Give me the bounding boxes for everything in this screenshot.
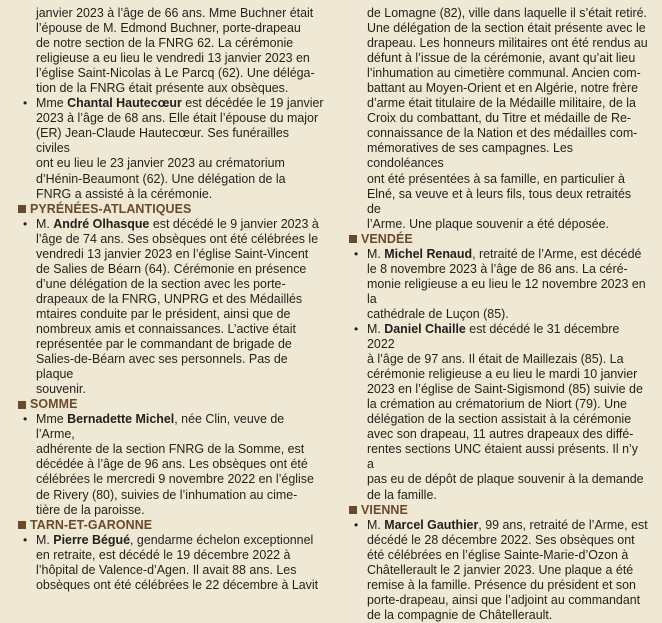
text-line: cérémonie religieuse a eu lieu le mardi 10 janvier: [367, 367, 638, 382]
text-line: Une délégation de la section était présente avec le: [367, 21, 646, 36]
text-line: l’Arme. Une plaque souvenir a été déposée.: [367, 216, 609, 231]
text-line: (ER) Jean-Claude Hautecœur. Ses funérailles civiles: [36, 126, 290, 156]
text-line: monie religieuse a eu lieu le 12 novembre 2023 en la: [367, 276, 646, 306]
section-heading-tarn: [18, 518, 325, 533]
bullet-icon: •: [23, 412, 28, 427]
text-fragment: , 99 ans, retraité de l’Arme, est: [478, 517, 648, 532]
entry-first-line: [367, 518, 648, 533]
text-fragment: est décédé le 31 décembre 2022: [367, 321, 620, 352]
title: M.: [36, 216, 54, 231]
text-line: décédée à l’âge de 96 ans. Les obsèques ont été: [36, 457, 308, 472]
entry-michel-bernadette: [18, 412, 325, 517]
text-line: de notre section de la FNRG 62. La cérémonie: [36, 36, 294, 51]
text-line: avec son drapeau, 11 autres drapeaux des diffé-: [367, 427, 634, 442]
text-line: l’église Saint-Nicolas à Le Parcq (62). Une déléga-: [36, 66, 315, 81]
text-line: d’Hénin-Beaumont (62). Une délégation de la: [36, 171, 286, 186]
text-line: délégation de la section assistait à la cérémonie: [367, 412, 632, 427]
bullet-icon: •: [23, 96, 28, 111]
entry-first-line: [36, 96, 325, 111]
text-line: l’épouse de M. Edmond Buchner, porte-drapeau: [36, 21, 301, 36]
text-line: connaissance de la Nation et des médailles com-: [367, 126, 638, 141]
section-heading-somme: [18, 397, 325, 412]
entry-first-line: [36, 217, 325, 232]
text-line: de la compagnie de Châtellerault.: [367, 607, 553, 622]
person-name: Chantal Hautecœur: [67, 96, 182, 111]
text-line: Elné, sa veuve et à leurs fils, tous deux retraités de: [367, 186, 632, 216]
person-name: Marcel Gauthier: [384, 517, 479, 532]
text-line: mémoratives de ses campagnes. Les condoléances: [367, 141, 574, 171]
text-line: religieuse a eu lieu le vendredi 13 janvier 2023 en: [36, 51, 310, 66]
section-heading-vienne: [349, 503, 648, 518]
text-line: mtaires conduite par le président, ainsi que de: [36, 306, 291, 321]
bullet-icon: •: [354, 246, 359, 261]
text-line: de Salies de Béarn (64). Cérémonie en présence: [36, 261, 307, 276]
text-line: d’arme était titulaire de la Médaille militaire, de la: [367, 96, 636, 111]
entry-first-line: [367, 322, 648, 352]
person-name: Daniel Chaille: [384, 321, 466, 336]
person-name: André Olhasque: [53, 216, 150, 231]
heading-label: VENDÉE: [361, 231, 413, 246]
text-line: battant au Moyen-Orient et en Algérie, notre frère: [367, 81, 639, 96]
text-line: célébrées le mercredi 9 novembre 2022 en l’église: [36, 472, 314, 487]
section-heading-vendee: [349, 232, 648, 247]
text-line: adhérente de la section FNRG de la Somme, est: [36, 442, 305, 457]
entry-chaille: [349, 322, 648, 503]
left-column: [0, 6, 331, 592]
begue-continuation: [349, 6, 648, 232]
text-line: ont été présentées à sa famille, en particulier à: [367, 171, 625, 186]
text-line: tière de la paroisse.: [36, 502, 145, 517]
square-bullet-icon: [349, 235, 357, 243]
text-line: obsèques ont été célébrées le 22 décembre à Lavit: [36, 577, 319, 592]
text-line: de Lomagne (82), ville dans laquelle il s’était retiré.: [367, 6, 647, 20]
entry-first-line: [367, 247, 648, 262]
text-line: l’hôpital de Valence-d’Agen. Il avait 88 ans. Les: [36, 562, 297, 577]
person-name: Bernadette Michel: [67, 412, 175, 427]
text-line: Croix du combattant, du Titre et médaille de Re-: [367, 111, 632, 126]
text-line: de la famille.: [367, 487, 437, 502]
text-line: tion de la FNRG était présente aux obsèques.: [36, 81, 289, 96]
heading-label: PYRÉNÉES-ATLANTIQUES: [30, 201, 192, 216]
entry-begue: [18, 533, 325, 593]
title: Mme: [36, 412, 64, 427]
text-line: janvier 2023 à l’âge de 66 ans. Mme Buchner était: [36, 6, 314, 20]
bullet-icon: •: [23, 216, 28, 231]
text-line: FNRG a assisté à la cérémonie.: [36, 186, 213, 201]
text-line: été célébrées en l’église Sainte-Marie-d’Ozon à: [367, 547, 629, 562]
text-line: pas eu de dépôt de plaque souvenir à la demande: [367, 472, 644, 487]
text-line: cathédrale de Luçon (85).: [367, 306, 509, 321]
entry-first-line: [36, 533, 325, 548]
entry-olhasque: [18, 217, 325, 398]
text-line: drapeaux de la FNRG, UNPRG et des Médaillés: [36, 291, 303, 306]
text-line: Châtellerault le 2 janvier 2023. Une plaque a été: [367, 562, 634, 577]
text-line: d’une délégation de la section avec les porte-: [36, 276, 286, 291]
text-line: de Rivery (80), suivies de l’inhumation au cime-: [36, 487, 298, 502]
text-line: nombreux amis et connaissances. L’active était: [36, 321, 296, 336]
bullet-icon: •: [23, 532, 28, 547]
text-line: le 8 novembre 2023 à l’âge de 86 ans. La céré-: [367, 261, 628, 276]
text-line: l’âge de 74 ans. Ses obsèques ont été célébrées le: [36, 231, 319, 246]
right-column: [331, 6, 662, 622]
text-line: représentée par le commandant de brigade de: [36, 337, 292, 352]
text-line: l’inhumation au cimetière communal. Ancien com-: [367, 66, 641, 81]
heading-label: SOMME: [30, 397, 78, 412]
entry-first-line: [36, 412, 325, 442]
text-line: ont eu lieu le 23 janvier 2023 au crématorium: [36, 156, 285, 171]
person-name: Pierre Bégué: [53, 532, 131, 547]
text-line: en retraite, est décédé le 19 décembre 2022 à: [36, 547, 291, 562]
square-bullet-icon: [18, 401, 26, 409]
text-fragment: , née Clin, veuve de l’Arme,: [36, 412, 285, 442]
text-line: défunt à l’issue de la cérémonie, avant qu’ait lieu: [367, 51, 636, 66]
square-bullet-icon: [349, 506, 357, 514]
text-line: la crémation au crématorium de Niort (79). Une: [367, 397, 627, 412]
text-line: vendredi 13 janvier 2023 en l’église Saint-Vincent: [36, 246, 309, 261]
title: M.: [367, 517, 385, 532]
title: M.: [367, 246, 385, 261]
text-line: décédé le 28 décembre 2022. Ses obsèques ont: [367, 532, 635, 547]
text-line: drapeau. Les honneurs militaires ont été rendus au: [367, 36, 648, 51]
title: Mme: [36, 96, 64, 111]
text-line: remise à la famille. Présence du président et son: [367, 577, 636, 592]
square-bullet-icon: [18, 521, 26, 529]
text-line: rentes sections UNC étaient aussi présents. Il n’y a: [367, 442, 638, 472]
text-fragment: , gendarme échelon exceptionnel: [130, 532, 314, 547]
text-line: porte-drapeau, ainsi que l’adjoint au commandant: [367, 592, 641, 607]
bullet-icon: •: [354, 517, 359, 532]
title: M.: [36, 532, 54, 547]
person-name: Michel Renaud: [384, 246, 473, 261]
bullet-icon: •: [354, 321, 359, 336]
text-fragment: est décédée le 19 janvier: [181, 96, 324, 111]
entry-gauthier: [349, 518, 648, 623]
heading-label: TARN-ET-GARONNE: [30, 517, 153, 532]
buchner-continuation: [18, 6, 325, 96]
text-fragment: est décédé le 9 janvier 2023 à: [149, 216, 319, 231]
text-fragment: , retraité de l’Arme, est décédé: [472, 246, 642, 261]
text-line: 2023 à l’âge de 68 ans. Elle était l’épouse du major: [36, 111, 319, 126]
square-bullet-icon: [18, 205, 26, 213]
entry-renaud: [349, 247, 648, 322]
title: M.: [367, 321, 385, 336]
heading-label: VIENNE: [361, 502, 408, 517]
entry-hautecoeur: [18, 96, 325, 201]
text-line: 2023 en l’église de Saint-Sigismond (85) suivie de: [367, 382, 643, 397]
text-line: à l’âge de 97 ans. Il était de Maillezais (85). La: [367, 352, 624, 367]
section-heading-pyrenees: [18, 202, 325, 217]
text-line: Salies-de-Béarn avec ses personnels. Pas de plaque: [36, 352, 288, 382]
text-line: souvenir.: [36, 382, 86, 397]
